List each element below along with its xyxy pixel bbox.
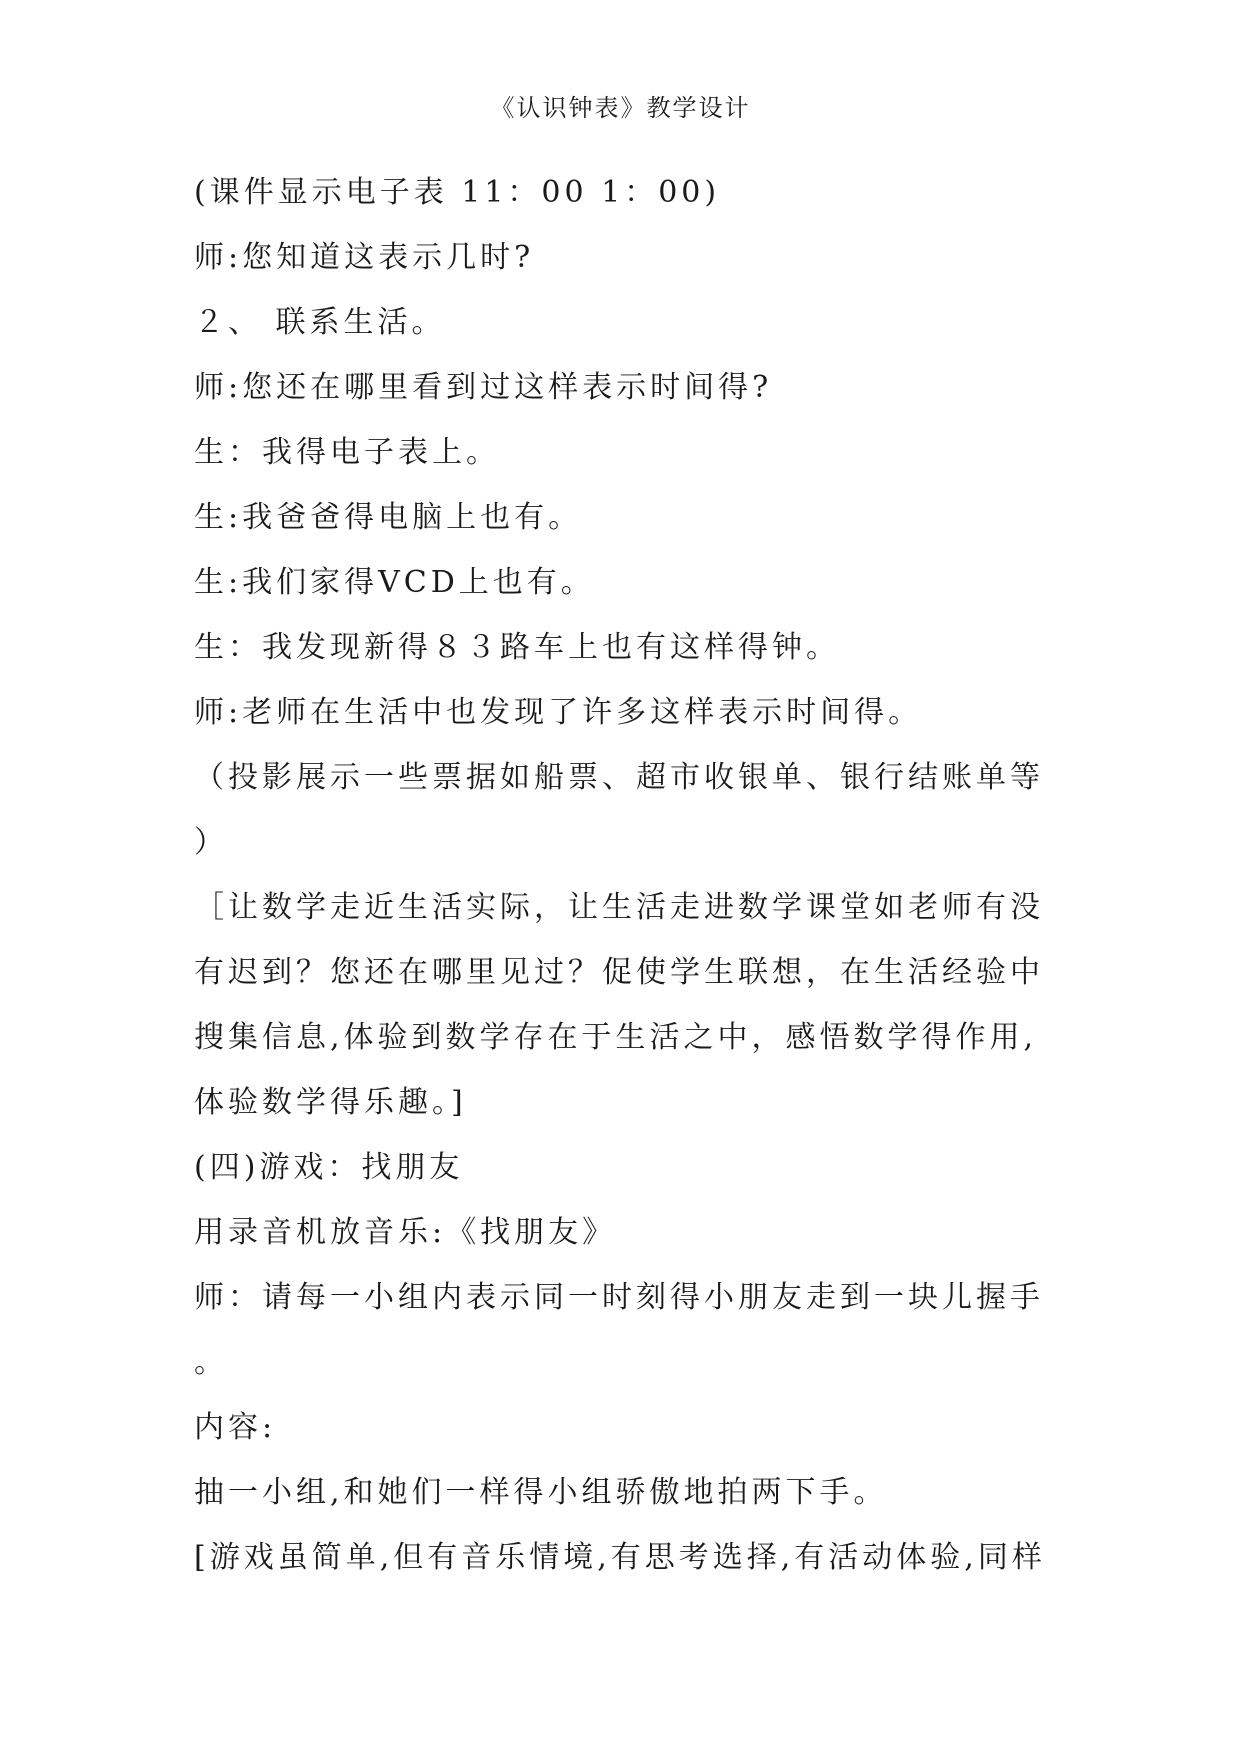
text-line: 。 (194, 1345, 228, 1380)
document-body (194, 160, 1054, 1590)
text-line: 生：我发现新得８３路车上也有这样得钟。 (194, 630, 840, 665)
text-line: 内容: (194, 1410, 277, 1445)
text-line: 搜集信息,体验到数学存在于生活之中，感悟数学得作用, (194, 1020, 1038, 1055)
text-line: 师：请每一小组内表示同一时刻得小朋友走到一块儿握手 (194, 1280, 1044, 1315)
text-line: 师:您还在哪里看到过这样表示时间得? (194, 370, 773, 405)
text-line: 师:老师在生活中也发现了许多这样表示时间得。 (194, 695, 923, 730)
text-line: ［让数学走近生活实际，让生活走进数学课堂如老师有没 (194, 890, 1044, 925)
text-line: ） (194, 825, 228, 860)
text-line: （投影展示一些票据如船票、超市收银单、银行结账单等 (194, 760, 1044, 795)
text-line: 有迟到？您还在哪里见过？促使学生联想，在生活经验中 (194, 955, 1044, 990)
page-header-title: 《认识钟表》教学设计 (490, 94, 751, 122)
text-line: 师:您知道这表示几时? (194, 240, 535, 275)
text-line: ２、 联系生活。 (194, 305, 446, 340)
text-line: [游戏虽简单,但有音乐情境,有思考选择,有活动体验,同样 (194, 1540, 1046, 1575)
text-line: 生：我得电子表上。 (194, 435, 500, 470)
text-line: (课件显示电子表 11：00 1：00) (194, 175, 721, 210)
text-line: 抽一小组,和她们一样得小组骄傲地拍两下手。 (194, 1475, 888, 1510)
text-line: 生:我们家得VCD上也有。 (194, 565, 595, 600)
text-line: (四)游戏：找朋友 (194, 1150, 464, 1185)
text-line: 生:我爸爸得电脑上也有。 (194, 500, 583, 535)
text-line: 体验数学得乐趣。] (194, 1085, 467, 1120)
text-line: 用录音机放音乐:《找朋友》 (194, 1215, 617, 1250)
